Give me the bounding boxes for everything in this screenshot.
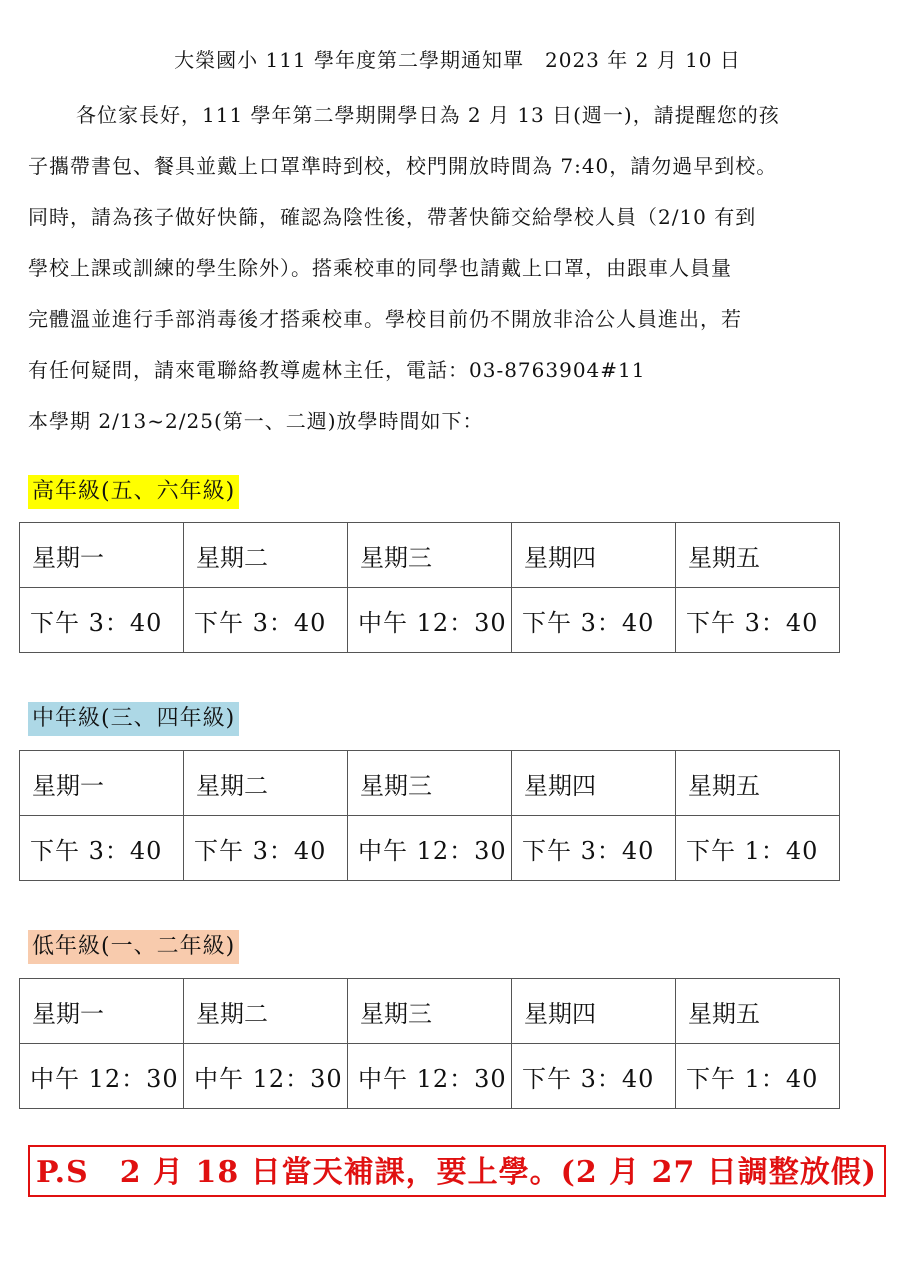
day-cell: 星期四	[512, 523, 676, 588]
time-cell: 下午 3：40	[512, 588, 676, 653]
table-row	[20, 1044, 840, 1109]
grade-label-upper: 高年級(五、六年級)	[28, 475, 239, 509]
table-row	[20, 816, 840, 881]
day-cell: 星期四	[512, 751, 676, 816]
table-row	[20, 751, 840, 816]
day-cell: 星期一	[20, 751, 184, 816]
day-cell: 星期五	[676, 979, 840, 1044]
table-row	[20, 523, 840, 588]
time-cell: 下午 3：40	[20, 816, 184, 881]
time-cell: 中午 12：30	[348, 1044, 512, 1109]
table-row	[20, 588, 840, 653]
day-cell: 星期五	[676, 751, 840, 816]
time-cell: 中午 12：30	[348, 588, 512, 653]
time-cell: 下午 1：40	[676, 816, 840, 881]
grade-label-middle: 中年級(三、四年級)	[28, 702, 239, 736]
schedule-table-upper	[19, 522, 840, 653]
time-cell: 中午 12：30	[184, 1044, 348, 1109]
time-cell: 下午 3：40	[512, 816, 676, 881]
time-cell: 下午 3：40	[20, 588, 184, 653]
ps-note: P.S 2 月 18 日當天補課，要上學。(2 月 27 日調整放假)	[28, 1145, 886, 1197]
day-cell: 星期五	[676, 523, 840, 588]
day-cell: 星期二	[184, 523, 348, 588]
schedule-table-lower	[19, 978, 840, 1109]
time-cell: 下午 3：40	[184, 816, 348, 881]
notice-line: 同時，請為孩子做好快篩，確認為陰性後，帶著快篩交給學校人員（2/10 有到	[28, 205, 757, 229]
time-cell: 中午 12：30	[348, 816, 512, 881]
notice-line: 本學期 2/13~2/25(第一、二週)放學時間如下：	[28, 409, 484, 433]
time-cell: 下午 3：40	[512, 1044, 676, 1109]
notice-body	[28, 90, 888, 447]
table-row	[20, 979, 840, 1044]
time-cell: 下午 3：40	[184, 588, 348, 653]
day-cell: 星期三	[348, 523, 512, 588]
notice-line: 有任何疑問，請來電聯絡教導處林主任，電話：03-8763904#11	[28, 358, 646, 382]
day-cell: 星期三	[348, 979, 512, 1044]
time-cell: 中午 12：30	[20, 1044, 184, 1109]
schedule-table-middle	[19, 750, 840, 881]
day-cell: 星期二	[184, 751, 348, 816]
day-cell: 星期二	[184, 979, 348, 1044]
notice-line: 各位家長好，111 學年第二學期開學日為 2 月 13 日(週一)，請提醒您的孩	[76, 103, 780, 127]
day-cell: 星期一	[20, 979, 184, 1044]
notice-line: 子攜帶書包、餐具並戴上口罩準時到校，校門開放時間為 7:40，請勿過早到校。	[28, 154, 778, 178]
notice-line: 完體溫並進行手部消毒後才搭乘校車。學校目前仍不開放非洽公人員進出，若	[28, 307, 742, 331]
notice-line: 學校上課或訓練的學生除外）。搭乘校車的同學也請戴上口罩，由跟車人員量	[28, 256, 732, 280]
time-cell: 下午 3：40	[676, 588, 840, 653]
day-cell: 星期三	[348, 751, 512, 816]
day-cell: 星期一	[20, 523, 184, 588]
grade-label-lower: 低年級(一、二年級)	[28, 930, 239, 964]
day-cell: 星期四	[512, 979, 676, 1044]
time-cell: 下午 1：40	[676, 1044, 840, 1109]
notice-title: 大榮國小 111 學年度第二學期通知單 2023 年 2 月 10 日	[174, 48, 741, 72]
